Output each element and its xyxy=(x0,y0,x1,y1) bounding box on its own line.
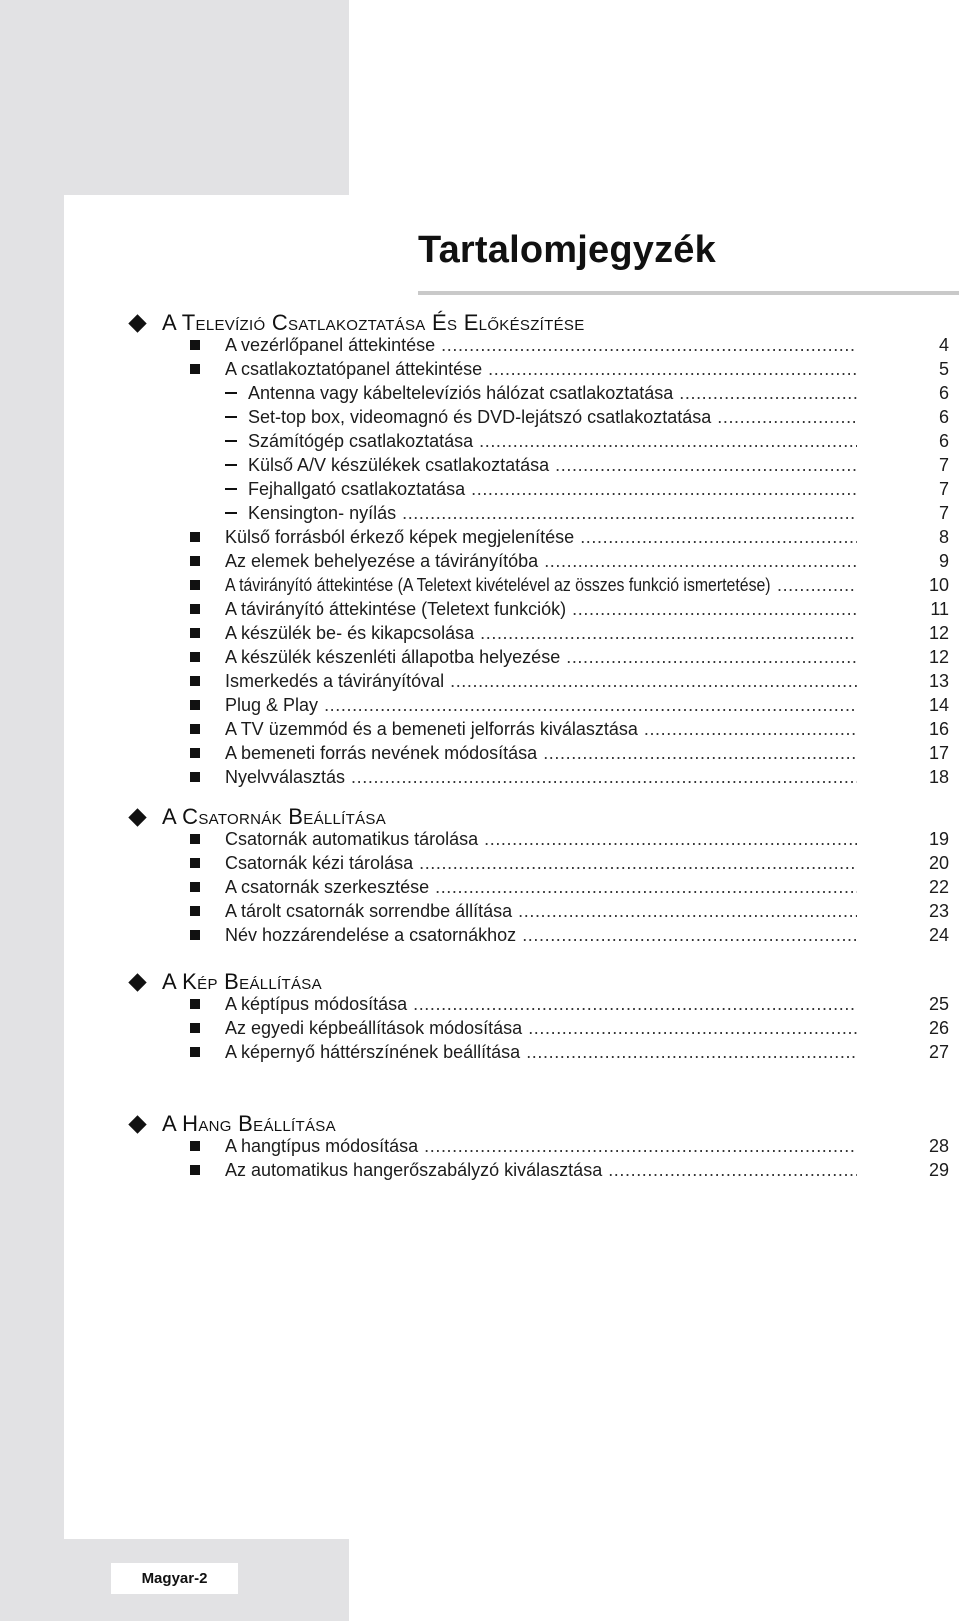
square-bullet-icon xyxy=(190,1141,200,1151)
toc-page-number: 5 xyxy=(938,358,949,379)
square-bullet-icon xyxy=(190,1023,200,1033)
square-bullet-icon xyxy=(190,858,200,868)
toc-entry-label: A készülék készenléti állapotba helyezése xyxy=(225,646,561,667)
toc-entry xyxy=(190,645,949,669)
section-heading-text: A Csatornák Beállítása xyxy=(162,804,387,829)
toc-entry xyxy=(190,875,949,899)
toc-page-number: 17 xyxy=(928,742,949,763)
toc-entry-label: Csatornák kézi tárolása xyxy=(225,852,414,873)
toc-page-number: 19 xyxy=(928,828,949,849)
square-bullet-icon xyxy=(190,748,200,758)
toc-entry-label: A tárolt csatornák sorrendbe állítása xyxy=(225,900,513,921)
dot-leader xyxy=(543,743,857,764)
dot-leader xyxy=(450,671,857,692)
square-bullet-icon xyxy=(190,676,200,686)
toc-page-number: 11 xyxy=(930,598,949,619)
square-bullet-icon xyxy=(190,882,200,892)
toc-entry-label: Az elemek behelyezése a távirányítóba xyxy=(225,550,539,571)
square-bullet-icon xyxy=(190,628,200,638)
toc-entry xyxy=(190,851,949,875)
toc-entry xyxy=(190,597,949,621)
dot-leader xyxy=(717,407,857,428)
toc-page-number: 20 xyxy=(928,852,949,873)
toc-page-number: 23 xyxy=(928,900,949,921)
toc-entry xyxy=(190,333,949,357)
toc-page-number: 18 xyxy=(928,766,949,787)
toc-entry xyxy=(190,717,949,741)
square-bullet-icon xyxy=(190,700,200,710)
toc-entry xyxy=(190,357,949,381)
toc-entry-label: A készülék be- és kikapcsolása xyxy=(225,622,475,643)
toc-entry xyxy=(190,1134,949,1158)
toc-entry xyxy=(190,741,949,765)
toc-page-number: 16 xyxy=(928,718,949,739)
dot-leader xyxy=(484,829,857,850)
toc-page-number: 9 xyxy=(938,550,949,571)
toc-entry-label: A távirányító áttekintése (A Teletext kivételével az összes funkció ismertetése) xyxy=(225,574,771,595)
dot-leader xyxy=(679,383,857,404)
toc-entry-label: Set-top box, videomagnó és DVD-lejátszó csatlakoztatása xyxy=(248,406,712,427)
dot-leader xyxy=(522,925,857,946)
toc-entry xyxy=(190,1158,949,1182)
toc-page-number: 26 xyxy=(928,1017,949,1038)
toc-entry-label: A csatornák szerkesztése xyxy=(225,876,430,897)
title-divider xyxy=(418,291,959,295)
toc-page-number: 28 xyxy=(928,1135,949,1156)
dash-bullet-icon xyxy=(225,440,237,442)
dot-leader xyxy=(351,767,857,788)
toc-page-number: 7 xyxy=(938,502,949,523)
dot-leader xyxy=(413,994,857,1015)
toc-entry-label: Nyelvválasztás xyxy=(225,766,346,787)
toc-entry xyxy=(190,923,949,947)
square-bullet-icon xyxy=(190,532,200,542)
toc-page-number: 12 xyxy=(928,646,949,667)
toc-page-number: 24 xyxy=(928,924,949,945)
toc-page-number: 6 xyxy=(938,382,949,403)
toc-entry xyxy=(190,1040,949,1064)
toc-entry xyxy=(190,765,949,789)
toc-entry-label: A TV üzemmód és a bemeneti jelforrás kiválasztása xyxy=(225,718,638,739)
toc-page-number: 7 xyxy=(938,454,949,475)
dot-leader xyxy=(526,1042,857,1063)
toc-entry xyxy=(190,693,949,717)
toc-entry-label: Számítógép csatlakoztatása xyxy=(248,430,474,451)
toc-entry xyxy=(190,405,949,429)
toc-entry xyxy=(190,525,949,549)
diamond-bullet-icon xyxy=(126,317,148,330)
dot-leader xyxy=(572,599,857,620)
toc-page-number: 7 xyxy=(938,478,949,499)
toc-page-number: 6 xyxy=(938,430,949,451)
toc-entry xyxy=(190,827,949,851)
dash-bullet-icon xyxy=(225,392,237,394)
dot-leader xyxy=(644,719,857,740)
square-bullet-icon xyxy=(190,724,200,734)
toc-entry-label: A vezérlőpanel áttekintése xyxy=(225,334,436,355)
dot-leader xyxy=(435,877,857,898)
square-bullet-icon xyxy=(190,652,200,662)
toc-page-number: 6 xyxy=(938,406,949,427)
dot-leader xyxy=(566,647,857,668)
toc-entry-label: A távirányító áttekintése (Teletext funkciók) xyxy=(225,598,567,619)
square-bullet-icon xyxy=(190,340,200,350)
toc-entry-label: Kensington- nyílás xyxy=(248,502,397,523)
diamond-bullet-icon xyxy=(126,1118,148,1131)
dash-bullet-icon xyxy=(225,488,237,490)
toc-entry xyxy=(190,501,949,525)
dot-leader xyxy=(528,1018,857,1039)
toc-page-number: 13 xyxy=(928,670,949,691)
square-bullet-icon xyxy=(190,580,200,590)
square-bullet-icon xyxy=(190,556,200,566)
toc-page-number: 8 xyxy=(938,526,949,547)
square-bullet-icon xyxy=(190,999,200,1009)
dot-leader xyxy=(608,1160,857,1181)
toc-entry-label: Fejhallgató csatlakoztatása xyxy=(248,478,466,499)
toc-entry-label: Külső A/V készülékek csatlakoztatása xyxy=(248,454,550,475)
dot-leader xyxy=(424,1136,857,1157)
toc-entry xyxy=(190,429,949,453)
toc-entry-label: Az egyedi képbeállítások módosítása xyxy=(225,1017,523,1038)
toc-entry xyxy=(190,381,949,405)
page-footer-label: Magyar-2 xyxy=(111,1563,238,1594)
square-bullet-icon xyxy=(190,772,200,782)
decorative-band-left xyxy=(0,195,64,1539)
toc-entry-label: A csatlakoztatópanel áttekintése xyxy=(225,358,483,379)
dash-bullet-icon xyxy=(225,416,237,418)
square-bullet-icon xyxy=(190,1047,200,1057)
diamond-bullet-icon xyxy=(126,976,148,989)
toc-entry-label: Antenna vagy kábeltelevíziós hálózat csatlakoztatása xyxy=(248,382,674,403)
section-heading-text: A Hang Beállítása xyxy=(162,1111,336,1136)
dot-leader xyxy=(479,431,857,452)
square-bullet-icon xyxy=(190,834,200,844)
toc-entry xyxy=(190,549,949,573)
dot-leader xyxy=(518,901,857,922)
dot-leader xyxy=(480,623,857,644)
page-title: Tartalomjegyzék xyxy=(418,229,716,271)
toc-page-number: 25 xyxy=(928,993,949,1014)
toc-entry-label: A bemeneti forrás nevének módosítása xyxy=(225,742,538,763)
toc-entry-label: A hangtípus módosítása xyxy=(225,1135,419,1156)
diamond-bullet-icon xyxy=(126,811,148,824)
toc-entry xyxy=(190,477,949,501)
dot-leader xyxy=(324,695,857,716)
toc-entry xyxy=(190,899,949,923)
toc-page-number: 10 xyxy=(928,574,949,595)
dash-bullet-icon xyxy=(225,464,237,466)
toc-page-number: 14 xyxy=(928,694,949,715)
section-heading-text: A Televízió Csatlakoztatása És Előkészítése xyxy=(162,310,585,335)
toc-entry xyxy=(190,573,949,597)
square-bullet-icon xyxy=(190,906,200,916)
toc-page-number: 29 xyxy=(928,1159,949,1180)
toc-entry-label: Csatornák automatikus tárolása xyxy=(225,828,479,849)
dot-leader xyxy=(402,503,857,524)
toc-entry xyxy=(190,992,949,1016)
toc-entry-label: A képtípus módosítása xyxy=(225,993,408,1014)
toc-page-number: 4 xyxy=(938,334,949,355)
toc-entry xyxy=(190,453,949,477)
dot-leader xyxy=(419,853,857,874)
dot-leader xyxy=(555,455,857,476)
toc-entry xyxy=(190,1016,949,1040)
decorative-band-top xyxy=(0,0,349,195)
section-heading-text: A Kép Beállítása xyxy=(162,969,322,994)
toc-page-number: 27 xyxy=(928,1041,949,1062)
square-bullet-icon xyxy=(190,604,200,614)
toc-entry xyxy=(190,669,949,693)
square-bullet-icon xyxy=(190,930,200,940)
toc-entry-label: Az automatikus hangerőszabályzó kiválasztása xyxy=(225,1159,603,1180)
dot-leader xyxy=(471,479,857,500)
dot-leader xyxy=(580,527,857,548)
square-bullet-icon xyxy=(190,364,200,374)
dot-leader xyxy=(441,335,857,356)
dash-bullet-icon xyxy=(225,512,237,514)
toc-entry-label: Külső forrásból érkező képek megjelenítése xyxy=(225,526,575,547)
toc-entry-label: Ismerkedés a távirányítóval xyxy=(225,670,445,691)
toc-entry-label: A képernyő háttérszínének beállítása xyxy=(225,1041,521,1062)
dot-leader xyxy=(488,359,857,380)
toc-page-number: 22 xyxy=(928,876,949,897)
toc-page-number: 12 xyxy=(928,622,949,643)
dot-leader xyxy=(777,575,857,596)
toc-entry xyxy=(190,621,949,645)
square-bullet-icon xyxy=(190,1165,200,1175)
toc-entry-label: Plug & Play xyxy=(225,694,319,715)
dot-leader xyxy=(544,551,857,572)
toc-entry-label: Név hozzárendelése a csatornákhoz xyxy=(225,924,517,945)
